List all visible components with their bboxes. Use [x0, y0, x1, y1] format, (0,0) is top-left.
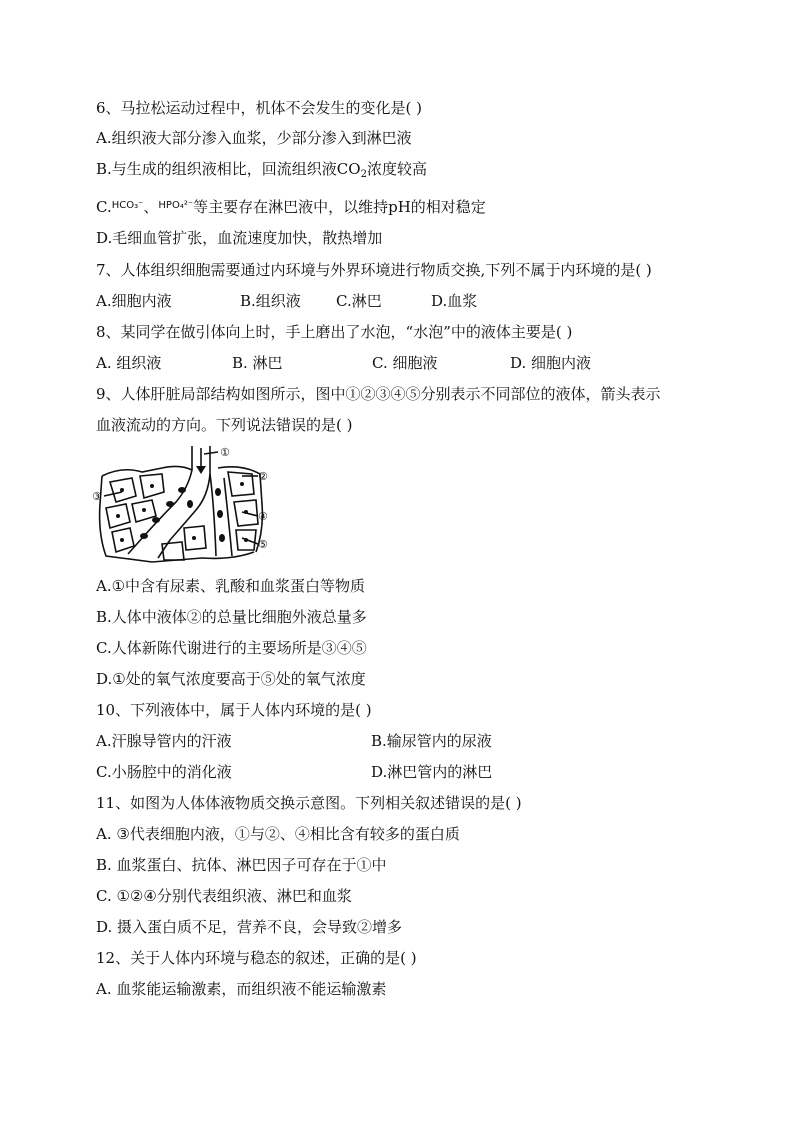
figure-label-1: ①	[220, 446, 230, 459]
question-10-stem: 10、下列液体中，属于人体内环境的是( )	[96, 701, 372, 719]
question-8-option-d: D. 细胞内液	[510, 354, 592, 372]
option-c-suffix: 等主要存在淋巴液中，以维持pH的相对稳定	[193, 198, 486, 216]
question-11-option-c: C. ①②④分别代表组织液、淋巴和血浆	[96, 887, 352, 905]
question-6-stem: 6、马拉松运动过程中，机体不会发生的变化是( )	[96, 99, 423, 117]
question-11-option-d: D. 摄入蛋白质不足，营养不良，会导致②增多	[96, 918, 403, 936]
liver-structure-diagram	[92, 444, 272, 566]
question-11-option-b: B. 血浆蛋白、抗体、淋巴因子可存在于①中	[96, 856, 387, 874]
question-10-option-b: B.输尿管内的尿液	[371, 732, 492, 750]
question-9-stem-line-2: 血液流动的方向。下列说法错误的是( )	[96, 416, 353, 434]
option-c-prefix: C.	[96, 198, 112, 216]
question-12-option-a: A. 血浆能运输激素，而组织液不能运输激素	[96, 980, 387, 998]
question-9-option-c: C.人体新陈代谢进行的主要场所是③④⑤	[96, 639, 367, 657]
bicarbonate-ion: HCO₃⁻	[111, 200, 144, 211]
question-11-option-a: A. ③代表细胞内液，①与②、④相比含有较多的蛋白质	[96, 825, 460, 843]
figure-label-4: ④	[258, 510, 268, 523]
hydrogen-phosphate-ion: HPO₄²⁻	[158, 200, 194, 211]
question-8-option-a: A. 组织液	[96, 354, 162, 372]
option-b-text: B.与生成的组织液相比，回流组织液CO	[96, 160, 361, 178]
question-6-option-b	[96, 159, 427, 185]
question-8-stem: 8、某同学在做引体向上时，手上磨出了水泡，“水泡”中的液体主要是( )	[96, 323, 573, 341]
option-b-suffix: 浓度较高	[366, 160, 427, 178]
question-7-stem: 7、人体组织细胞需要通过内环境与外界环境进行物质交换,下列不属于内环境的是( )	[96, 261, 652, 279]
question-7-option-d: D.血浆	[431, 292, 478, 310]
question-10-option-c: C.小肠腔中的消化液	[96, 763, 232, 781]
question-6-option-d: D.毛细血管扩张，血流速度加快，散热增加	[96, 229, 383, 247]
figure-label-3: ③	[92, 490, 102, 503]
question-12-stem: 12、关于人体内环境与稳态的叙述，正确的是( )	[96, 949, 417, 967]
figure-label-5: ⑤	[258, 538, 268, 551]
question-10-option-d: D.淋巴管内的淋巴	[371, 763, 493, 781]
question-10-option-a: A.汗腺导管内的汗液	[96, 732, 232, 750]
question-6-option-c	[96, 196, 486, 217]
question-9-option-b: B.人体中液体②的总量比细胞外液总量多	[96, 608, 367, 626]
question-9-option-d: D.①处的氧气浓度要高于⑤处的氧气浓度	[96, 670, 366, 688]
separator: 、	[143, 198, 159, 216]
question-8-option-c: C. 细胞液	[372, 354, 438, 372]
question-6-option-a: A.组织液大部分渗入血浆，少部分渗入到淋巴液	[96, 129, 412, 147]
figure-label-2: ②	[258, 470, 268, 483]
question-9-option-a: A.①中含有尿素、乳酸和血浆蛋白等物质	[96, 577, 366, 595]
question-9-stem-line-1: 9、人体肝脏局部结构如图所示，图中①②③④⑤分别表示不同部位的液体，箭头表示	[96, 385, 661, 403]
question-8-option-b: B. 淋巴	[232, 354, 283, 372]
question-7-option-b: B.组织液	[240, 292, 301, 310]
question-7-option-c: C.淋巴	[336, 292, 382, 310]
subscript-2: 2	[360, 169, 367, 180]
question-11-stem: 11、如图为人体体液物质交换示意图。下列相关叙述错误的是( )	[96, 794, 522, 812]
question-7-option-a: A.细胞内液	[96, 292, 172, 310]
